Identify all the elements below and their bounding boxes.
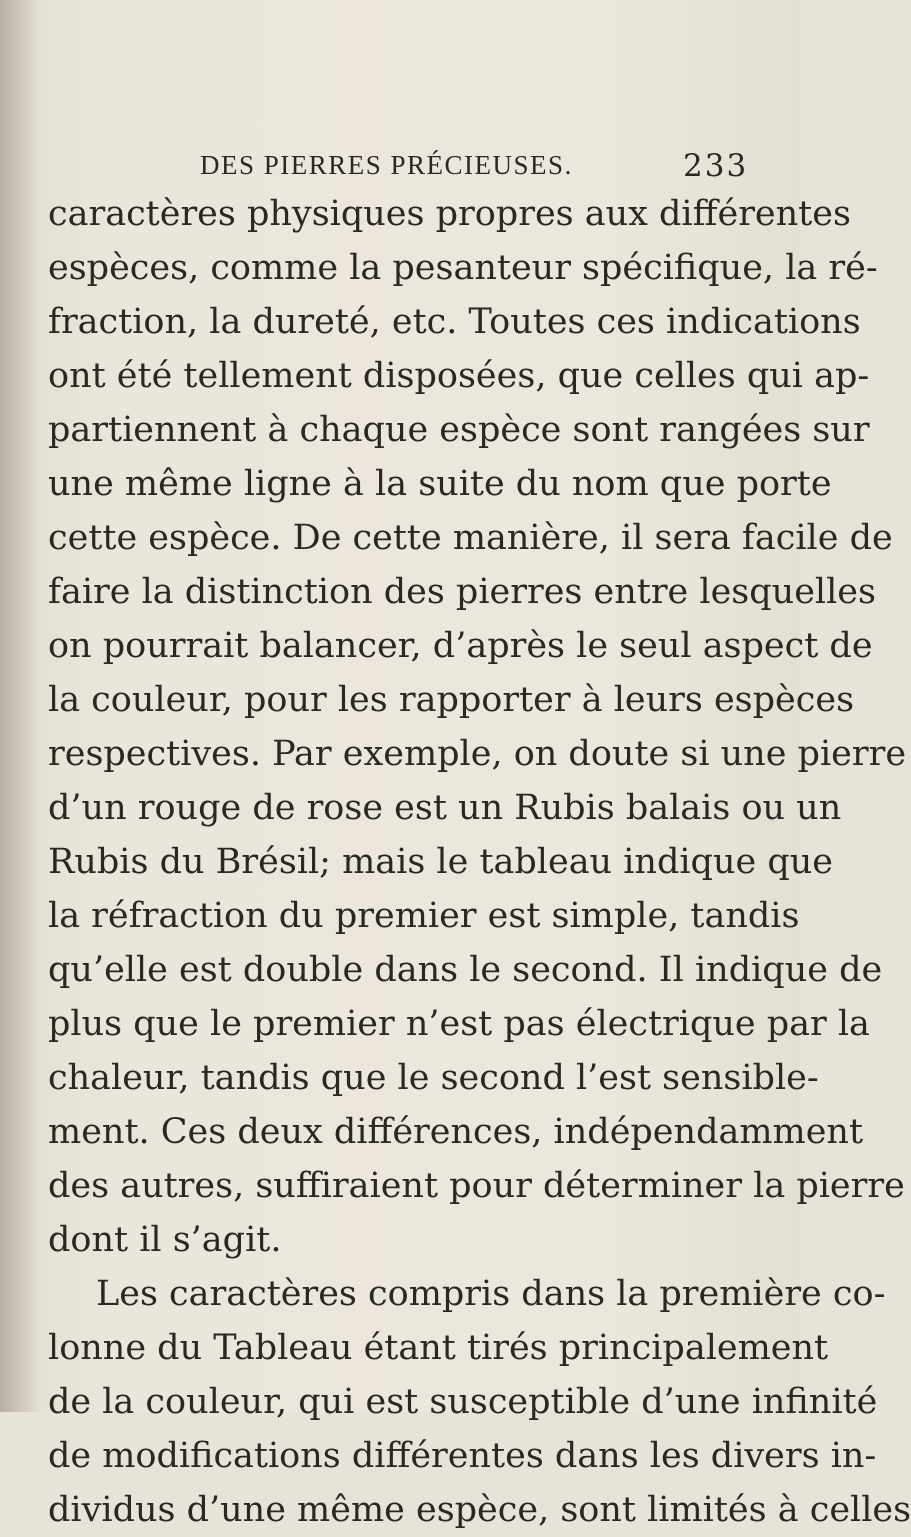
text-line: ment. Ces deux différences, indépendamment	[48, 1112, 864, 1152]
text-line: fraction, la dureté, etc. Toutes ces indications	[48, 302, 861, 342]
text-line: de la couleur, qui est susceptible d’une infinité	[48, 1382, 878, 1422]
text-line: Les caractères compris dans la première co-	[96, 1274, 886, 1314]
text-line: Rubis du Brésil; mais le tableau indique que	[48, 842, 834, 882]
text-line: la couleur, pour les rapporter à leurs espèces	[48, 680, 855, 720]
text-line: d’un rouge de rose est un Rubis balais ou un	[48, 788, 842, 828]
text-line: faire la distinction des pierres entre lesquelles	[48, 572, 876, 612]
running-header-title: DES PIERRES PRÉCIEUSES.	[200, 150, 573, 180]
body-text	[48, 187, 911, 1537]
text-line: qu’elle est double dans le second. Il indique de	[48, 950, 883, 990]
text-line: dividus d’une même espèce, sont limités à celles	[48, 1490, 911, 1530]
text-line: lonne du Tableau étant tirés principalement	[48, 1328, 829, 1368]
text-line: partiennent à chaque espèce sont rangées sur	[48, 410, 870, 450]
text-line: de modifications différentes dans les divers in-	[48, 1436, 877, 1476]
text-line: dont il s’agit.	[48, 1220, 282, 1260]
text-line: cette espèce. De cette manière, il sera facile de	[48, 518, 893, 558]
text-line: espèces, comme la pesanteur spécifique, la ré-	[48, 248, 878, 288]
text-line: chaleur, tandis que le second l’est sensible-	[48, 1058, 819, 1098]
text-line: des autres, suffiraient pour déterminer la pierre	[48, 1166, 905, 1206]
text-line: plus que le premier n’est pas électrique par la	[48, 1004, 870, 1044]
text-line: une même ligne à la suite du nom que porte	[48, 464, 832, 504]
page-number: 233	[683, 148, 749, 184]
text-line: la réfraction du premier est simple, tandis	[48, 896, 800, 936]
text-line: ont été tellement disposées, que celles qui ap-	[48, 356, 870, 396]
text-line: on pourrait balancer, d’après le seul aspect de	[48, 626, 873, 666]
page-edge-shadow	[0, 0, 40, 1412]
text-line: respectives. Par exemple, on doute si une pierre	[48, 734, 907, 774]
text-line: caractères physiques propres aux différentes	[48, 194, 851, 234]
